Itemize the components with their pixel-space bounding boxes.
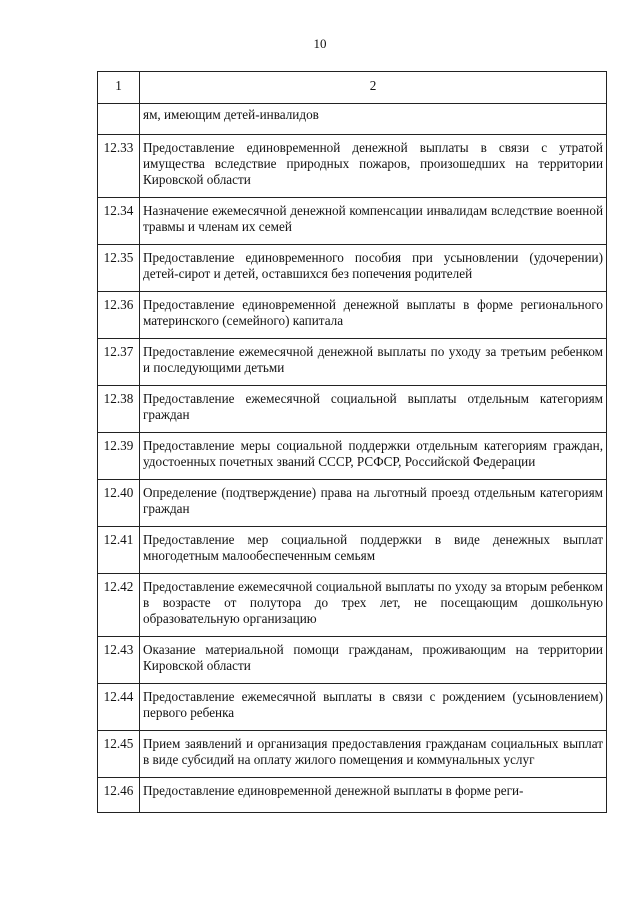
row-number: 12.35: [98, 245, 140, 292]
row-service-name: Предоставление ежемесячной денежной выплаты по уходу за третьим ребенком и последующими детьми: [140, 339, 607, 386]
row-service-name: Определение (подтверждение) права на льготный проезд отдельным категориям граждан: [140, 480, 607, 527]
table-row: [98, 198, 607, 245]
row-service-name: Прием заявлений и организация предоставления гражданам социальных выплат в виде субсидий на оплату жилого помещения и коммунальных услуг: [140, 731, 607, 778]
row-number: 12.43: [98, 637, 140, 684]
row-service-name: Предоставление ежемесячной выплаты в связи с рождением (усыновлением) первого ребенка: [140, 684, 607, 731]
services-table: [97, 71, 607, 813]
row-service-name: Оказание материальной помощи гражданам, проживающим на территории Кировской области: [140, 637, 607, 684]
row-service-name: Предоставление меры социальной поддержки отдельным категориям граждан, удостоенных почетных званий СССР, РСФСР, Российской Федерации: [140, 433, 607, 480]
table-row: [98, 480, 607, 527]
row-number: 12.37: [98, 339, 140, 386]
row-service-name: Предоставление единовременного пособия при усыновлении (удочерении) детей-сирот и детей, оставшихся без попечения родителей: [140, 245, 607, 292]
table-row: [98, 292, 607, 339]
row-number: 12.36: [98, 292, 140, 339]
table-row: [98, 574, 607, 637]
row-number: 12.45: [98, 731, 140, 778]
row-number: 12.46: [98, 778, 140, 813]
row-number: 12.34: [98, 198, 140, 245]
page-number: 10: [313, 36, 327, 51]
row-service-name: Предоставление единовременной денежной выплаты в форме регионального материнского (семейного) капитала: [140, 292, 607, 339]
row-service-name: Назначение ежемесячной денежной компенсации инвалидам вследствие военной травмы и членам их семей: [140, 198, 607, 245]
row-service-name: Предоставление единовременной денежной выплаты в связи с утратой имущества вследствие природных пожаров, произошедших на территории Кировской области: [140, 135, 607, 198]
table-row: [98, 135, 607, 198]
table-row: [98, 339, 607, 386]
table-row: [98, 527, 607, 574]
table-row: [98, 684, 607, 731]
row-number: 12.42: [98, 574, 140, 637]
row-service-name: Предоставление единовременной денежной выплаты в форме реги-: [140, 778, 607, 813]
continuation-row: [98, 104, 607, 135]
table-row: [98, 778, 607, 813]
row-number: 12.39: [98, 433, 140, 480]
table-row: [98, 731, 607, 778]
continuation-num-cell: [98, 104, 140, 135]
row-number: 12.44: [98, 684, 140, 731]
continuation-text: ям, имеющим детей-инвалидов: [140, 104, 607, 135]
row-service-name: Предоставление ежемесячной социальной выплаты по уходу за вторым ребенком в возрасте от полутора до трех лет, не посещающим дошкольную образовательную организацию: [140, 574, 607, 637]
header-col-2: 2: [140, 72, 607, 104]
table-row: [98, 386, 607, 433]
row-service-name: Предоставление ежемесячной социальной выплаты отдельным категориям граждан: [140, 386, 607, 433]
table-row: [98, 637, 607, 684]
row-number: 12.40: [98, 480, 140, 527]
table-header-row: [98, 72, 607, 104]
table-row: [98, 433, 607, 480]
row-number: 12.41: [98, 527, 140, 574]
row-number: 12.33: [98, 135, 140, 198]
header-col-1: 1: [98, 72, 140, 104]
row-number: 12.38: [98, 386, 140, 433]
table-row: [98, 245, 607, 292]
row-service-name: Предоставление мер социальной поддержки в виде денежных выплат многодетным малообеспеченным семьям: [140, 527, 607, 574]
